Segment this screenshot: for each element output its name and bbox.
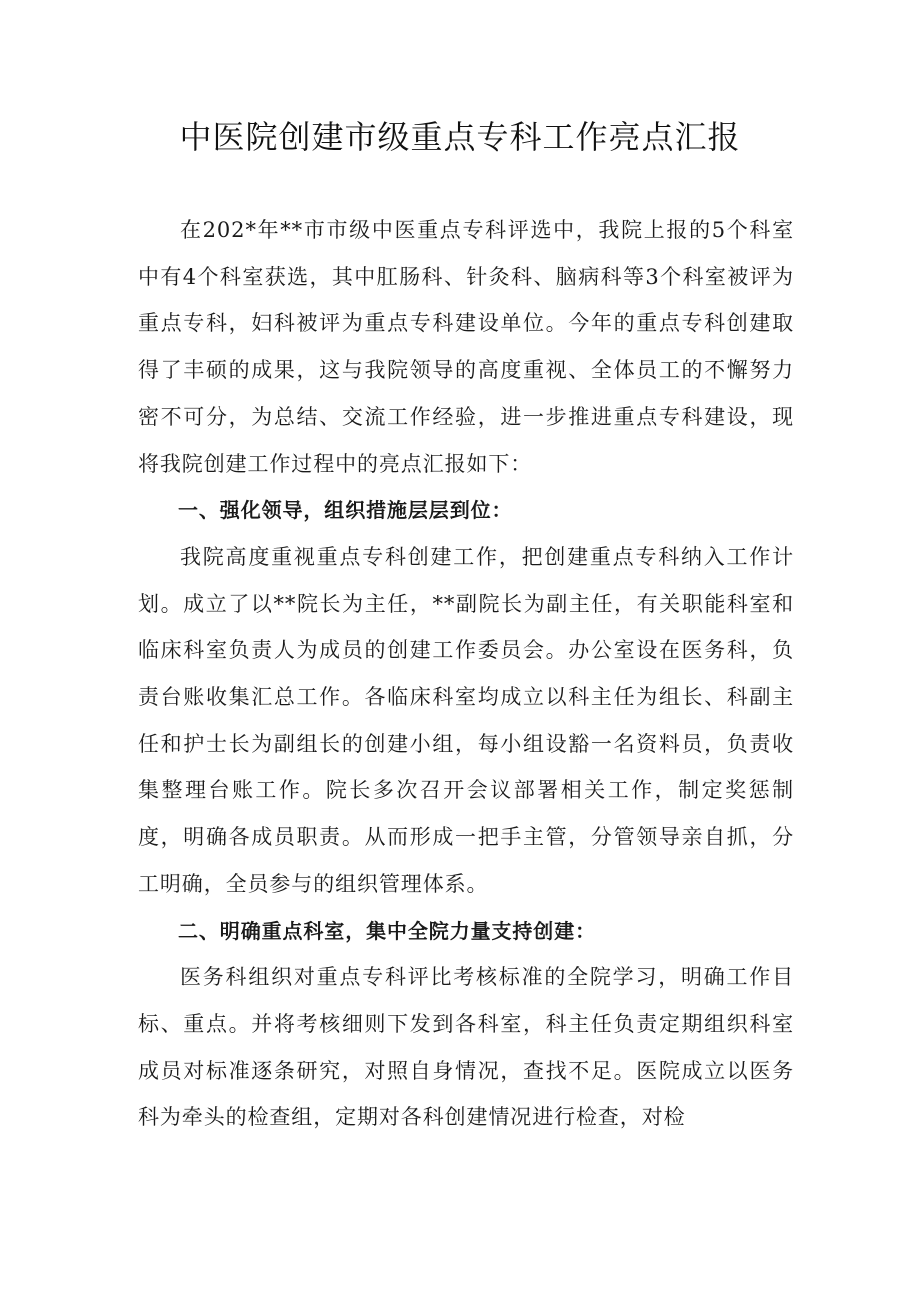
section-heading-1: 一、强化领导，组织措施层层到位： [178,498,513,523]
document-title: 中医院创建市级重点专科工作亮点汇报 [179,118,741,156]
section-2-paragraph: 医务科组织对重点专科评比考核标准的全院学习，明确工作目标、重点。并将考核细则下发到各科室，科主任负责定期组织科室成员对标准逐条研究，对照自身情况，查找不足。医院成立以医务科为牵头的检查组，定期对各科创建情况进行检查，对检 [138,965,794,1130]
section-heading-2: 二、明确重点科室，集中全院力量支持创建： [178,918,596,943]
intro-paragraph: 在202*年**市市级中医重点专科评选中，我院上报的5个科室中有4个科室获选，其中肛肠科、针灸科、脑病科等3个科室被评为重点专科，妇科被评为重点专科建设单位。今年的重点专科创建取得了丰硕的成果，这与我院领导的高度重视、全体员工的不懈努力密不可分，为总结、交流工作经验，进一步推进重点专科建设，现将我院创建工作过程中的亮点汇报如下： [138,218,794,476]
section-1-paragraph: 我院高度重视重点专科创建工作，把创建重点专科纳入工作计划。成立了以**院长为主任，**副院长为副主任，有关职能科室和临床科室负责人为成员的创建工作委员会。办公室设在医务科，负责台账收集汇总工作。各临床科室均成立以科主任为组长、科副主任和护士长为副组长的创建小组，每小组设豁一名资料员，负责收集整理台账工作。院长多次召开会议部署相关工作，制定奖惩制度，明确各成员职责。从而形成一把手主管，分管领导亲自抓，分工明确，全员参与的组织管理体系。 [138,544,794,896]
document-body [138,207,794,1141]
